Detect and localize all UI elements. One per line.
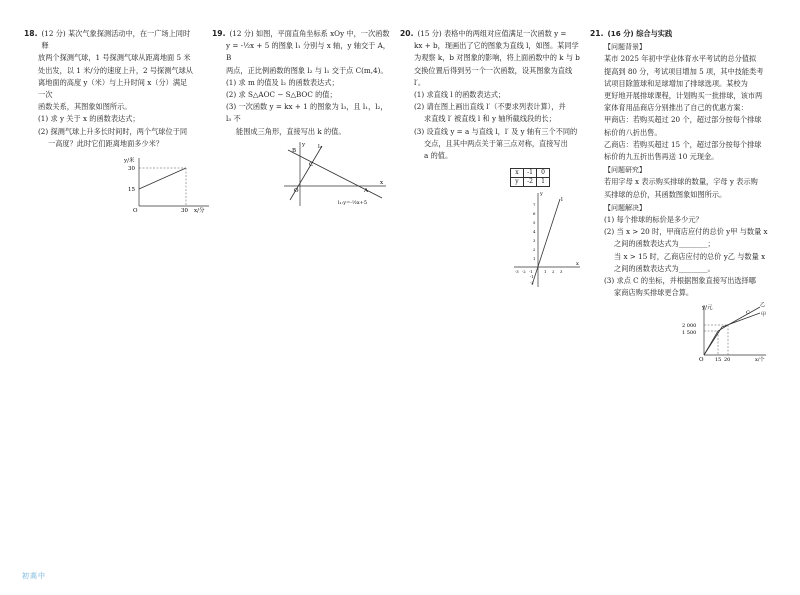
section-heading: 【问题背景】 xyxy=(604,43,646,52)
question-text: 两点，正比例函数的图象 l₂ 与 l₁ 交于点 C(m,4)。 xyxy=(226,65,388,75)
table-cell: x xyxy=(511,169,524,178)
question-text: 买排球的总价，其函数图象如图所示。 xyxy=(604,189,727,199)
y-axis-label: y/米 xyxy=(124,158,135,165)
point-label: C xyxy=(309,161,314,168)
axis-label: y xyxy=(302,141,306,148)
tick-label: 2 xyxy=(533,247,536,253)
question-text: 交换位置后得到另一个一次函数，设其图象为直线 xyxy=(414,65,573,75)
tick-label: 3 xyxy=(533,238,536,244)
line-label: l₁:y=-½x+5 xyxy=(338,199,368,206)
origin-label: O xyxy=(699,357,704,364)
sub-question: 当 x > 15 时，乙商店应付的总价 y乙 与数量 x xyxy=(614,251,766,261)
question-text: 更好地开展排球课程，计划购买一批排球，该市两 xyxy=(604,91,763,101)
question-21 xyxy=(590,28,772,368)
question-text: 乙商店：若购买超过 15 个，超过部分按每个排球 xyxy=(604,139,762,149)
question-text: 标价的八折出售。 xyxy=(604,127,662,137)
sub-question: 求直线 l′ 被直线 l 和 y 轴所截线段的长； xyxy=(424,114,556,124)
tick-label: 20 xyxy=(724,357,731,364)
sub-question: 之间的函数表达式为________。 xyxy=(614,263,715,273)
section-heading: 【问题研究】 xyxy=(604,166,646,175)
q18-graph xyxy=(124,154,214,214)
line-label: 甲 xyxy=(761,312,767,319)
sub-question: (2) 求 S△AOC − S△BOC 的值； xyxy=(226,90,337,100)
question-text: 函数关系，其图象如图所示。 xyxy=(38,102,132,112)
x-axis-label: x/个 xyxy=(755,357,765,364)
question-text: 为观察 k，b 对图象的影响，将上面函数中的 k 与 b xyxy=(414,53,580,63)
tick-label: -2 xyxy=(522,269,526,275)
table-cell: -2 xyxy=(524,178,537,187)
point-label: C xyxy=(746,310,750,317)
sub-question: (1) 求 y 关于 x 的函数表达式； xyxy=(38,114,140,124)
tick-label: 1 xyxy=(533,256,536,262)
question-text: (12 分) 某次气象探测活动中，在一广场上同时释 xyxy=(41,29,191,51)
sub-question: 家商店购买排球更合算。 xyxy=(614,288,694,298)
line-label: l₂ xyxy=(318,143,322,150)
tick-label: 1 xyxy=(544,269,547,275)
question-19 xyxy=(212,28,392,212)
sub-question: (3) 设直线 y = a 与直线 l，l′ 及 y 轴有三个不同的 xyxy=(414,126,578,136)
line-label: 乙 xyxy=(760,302,766,309)
sub-question: (2) 当 x > 20 时，甲商店应付的总价 y甲 与数量 x xyxy=(604,227,768,237)
tick-label: 1 500 xyxy=(682,330,697,337)
question-text: 放两个探测气球，1 号探测气球从距离地面 5 米 xyxy=(38,53,191,63)
origin-label: O xyxy=(133,208,138,215)
question-text: l′。 xyxy=(414,77,426,87)
tick-label: 6 xyxy=(533,211,536,217)
tick-label: -2 xyxy=(530,280,534,286)
sub-question: (3) 求点 C 的坐标，并根据图象直接写出选择哪 xyxy=(604,276,756,286)
sub-question: 之间的函数表达式为________； xyxy=(614,239,715,249)
table-cell: 0 xyxy=(537,169,550,178)
question-title: (16 分) 综合与实践 xyxy=(607,29,673,38)
sub-question: (2) 探测气球上升多长时间时，两个气球位于同 xyxy=(38,126,188,136)
table-cell: -1 xyxy=(524,169,537,178)
question-text: 提高到 80 分，考试项目增加 5 项，其中技能类考 xyxy=(604,66,764,76)
axis-label: y xyxy=(540,191,543,198)
axis-label: x xyxy=(380,179,384,186)
question-text: 试项目除篮球和足球增加了排球选项。某校为 xyxy=(604,78,748,88)
tick-label: 5 xyxy=(533,220,536,226)
q19-graph xyxy=(282,140,392,208)
q20-graph xyxy=(512,189,582,289)
question-number: 19. xyxy=(212,29,226,38)
tick-label: 7 xyxy=(533,202,536,208)
question-text: 甲商店：若购买超过 20 个，超过部分按每个排球 xyxy=(604,115,762,125)
origin-label: O xyxy=(294,187,299,194)
question-number: 20. xyxy=(400,29,414,38)
sub-question: 一高度？此时它们距离地面多少米？ xyxy=(48,138,164,148)
section-heading: 【问题解决】 xyxy=(604,203,646,212)
question-text: (15 分) 表格中的两组对应值满足一次函数 y = xyxy=(417,29,567,38)
question-text: y = -½x + 5 的图象 l₁ 分别与 x 轴，y 轴交于 A，B xyxy=(226,41,390,63)
tick-label: -1 xyxy=(530,274,534,280)
question-text: 标价的九五折出售再送 10 元现金。 xyxy=(604,152,719,162)
point-label: B xyxy=(292,147,297,154)
table-cell: 1 xyxy=(537,178,550,187)
question-text: 某市 2025 年初中学业体育水平考试的总分值拟 xyxy=(604,54,757,64)
tick-label: -3 xyxy=(515,269,519,275)
axis-label: x xyxy=(576,261,579,268)
table-cell: y xyxy=(511,178,524,187)
sub-question: (3) 一次函数 y = kx + 1 的图象为 l₃，且 l₁，l₂，l₃ 不 xyxy=(226,102,388,124)
tick-label: 2 xyxy=(552,269,555,275)
question-number: 18. xyxy=(24,29,38,38)
question-20 xyxy=(400,28,580,293)
q21-graph xyxy=(680,301,770,363)
sub-question: a 的值。 xyxy=(424,151,453,161)
tick-label: 2 000 xyxy=(682,323,697,330)
line-label: l xyxy=(561,197,563,204)
question-18 xyxy=(24,28,205,218)
tick-label: 3 xyxy=(560,269,563,275)
question-text: kx + b，现画出了它的图象为直线 l，如图。某同学 xyxy=(414,41,579,51)
tick-label: 4 xyxy=(533,229,536,235)
tick-label: 15 xyxy=(128,187,135,194)
point-label: A xyxy=(364,187,368,194)
sub-question: (1) 求直线 l 的函数表达式； xyxy=(414,90,506,100)
tick-label: 15 xyxy=(715,357,722,364)
y-axis-label: y/元 xyxy=(702,305,713,312)
tick-label: -1 xyxy=(529,269,533,275)
tick-label: 30 xyxy=(181,208,188,215)
sub-question: (1) 每个排球的标价是多少元？ xyxy=(604,215,703,225)
x-axis-label: x/分 xyxy=(194,208,205,215)
sub-question: 交点，且其中两点关于第三点对称，直接写出 xyxy=(424,138,568,148)
question-text: 离地面的高度 y（米）与上升时间 x（分）满足一次 xyxy=(38,77,188,100)
sub-question: 能围成三角形，直接写出 k 的值。 xyxy=(236,126,346,136)
question-number: 21. xyxy=(590,29,604,38)
question-text: (12 分) 如图，平面直角坐标系 xOy 中，一次函数 xyxy=(229,29,390,38)
value-table xyxy=(510,168,550,187)
tick-label: 30 xyxy=(128,166,135,173)
sub-question: (1) 求 m 的值及 l₂ 的函数表达式； xyxy=(226,77,339,87)
question-text: 处出发，以 1 米/分的速度上升，2 号探测气球从 xyxy=(38,65,193,75)
sub-question: (2) 请在图上画出直线 l′（不要求列表计算），并 xyxy=(414,102,566,112)
watermark-logo: 初高中 xyxy=(22,572,46,580)
question-text: 家体育用品商店分别推出了自己的优惠方案： xyxy=(604,103,748,113)
question-text: 若用字母 x 表示购买排球的数量，字母 y 表示购 xyxy=(604,177,758,187)
